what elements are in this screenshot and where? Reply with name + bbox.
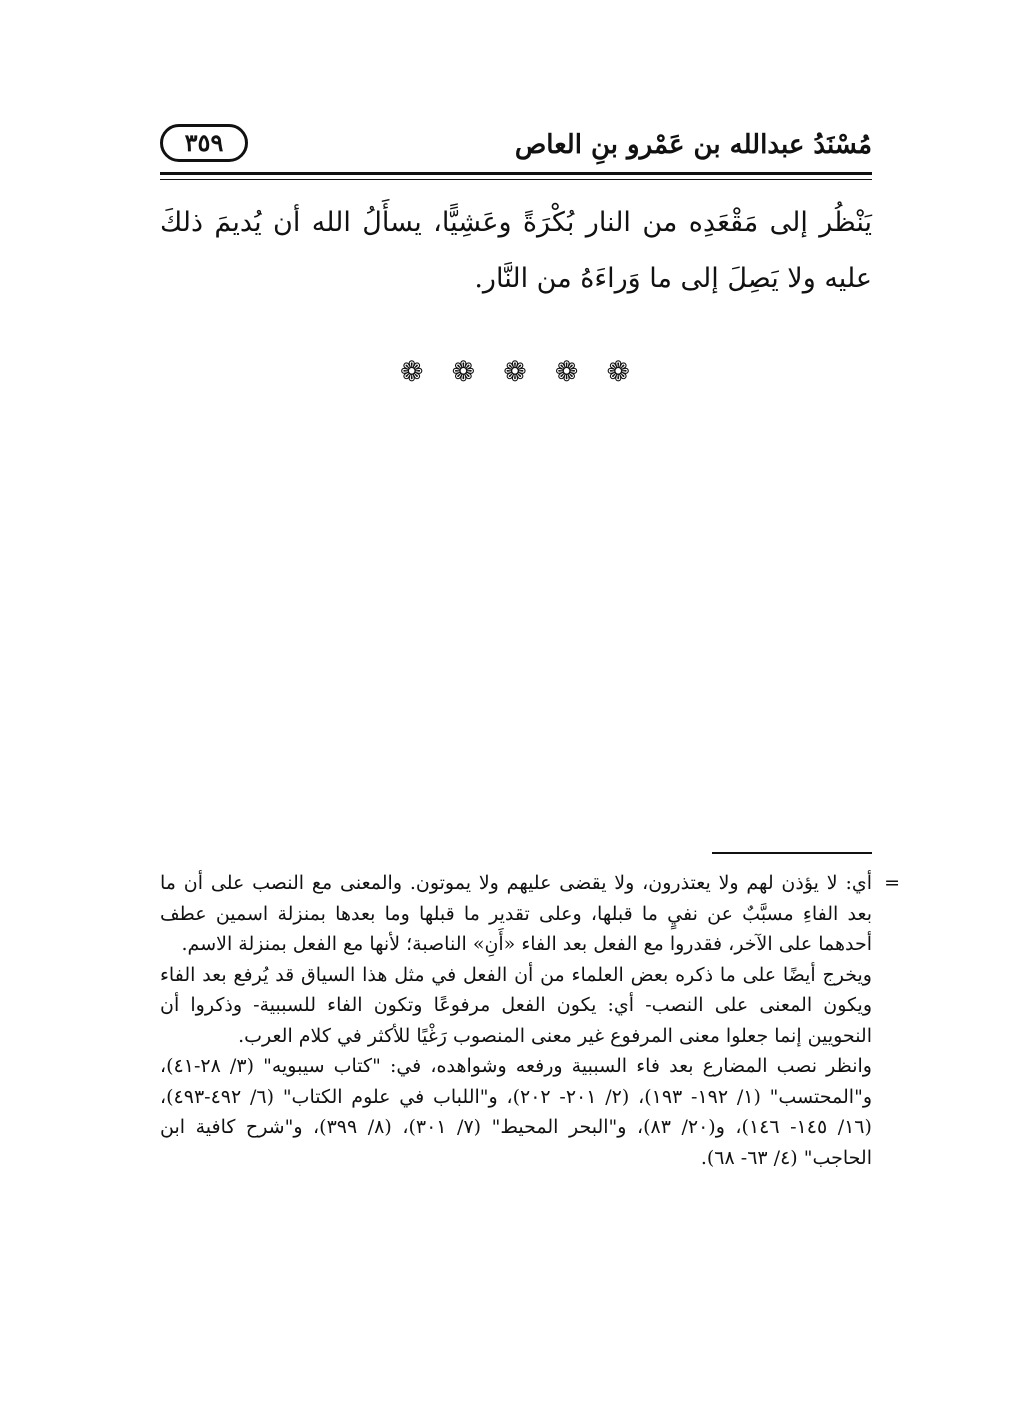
ornament-icon: ❁ (451, 355, 476, 388)
footnote-continued (160, 868, 900, 960)
header-rule-thin (160, 179, 872, 180)
footnote-paragraph: أي: لا يؤذن لهم ولا يعتذرون، ولا يقضى عليهم ولا يموتون. والمعنى مع النصب على أن ما بعد الفاءِ مسبَّبٌ عن نفيٍ ما قبلها، وعلى تقدير ما قبلها وما بعدها بمنزلة اسمين عطف أحدهما على الآخر، فقدروا مع الفعل بعد الفاء «أَنِ» الناصبة؛ لأنها مع الفعل بمنزلة الاسم. (160, 872, 872, 955)
footnote-separator (712, 852, 872, 854)
footnotes (160, 868, 900, 1173)
ornament-icon: ❁ (503, 355, 527, 388)
ornament-icon: ❁ (606, 355, 630, 388)
page-header (160, 120, 872, 170)
main-text (160, 195, 872, 307)
page-number-badge: ٣٥٩ (160, 124, 248, 162)
continuation-mark: = (884, 872, 900, 894)
header-rule-thick (160, 172, 872, 175)
running-title: مُسْنَدُ عبدالله بن عَمْرو بنِ العاص (514, 130, 872, 160)
section-divider-ornaments (400, 352, 630, 392)
ornament-icon: ❁ (554, 355, 579, 388)
footnote-paragraph: وانظر نصب المضارع بعد فاء السببية ورفعه وشواهده، في: "كتاب سيبويه" (٣/ ٢٨-٤١)، و"المحتسب" (١/ ١٩٢- ١٩٣)، (٢/ ٢٠١- ٢٠٢)، و"اللباب في علوم الكتاب" (٦/ ٤٩٢-٤٩٣)، (١٦/ ١٤٥- ١٤٦)، و(٢٠/ ٨٣)، و"البحر المحيط" (٧/ ٣٠١)، (٨/ ٣٩٩)، و"شرح كافية ابن الحاجب" (٤/ ٦٣- ٦٨). (160, 1055, 872, 1169)
main-paragraph: يَنْظُر إلى مَقْعَدِه من النار بُكْرَةً وعَشِيًّا، يسأَلُ الله أن يُديمَ ذلكَ عليه ولا يَصِلَ إلى ما وَراءَهُ من النَّار. (160, 207, 872, 294)
footnote-paragraph: ويخرج أيضًا على ما ذكره بعض العلماء من أن الفعل في مثل هذا السياق قد يُرفع بعد الفاء ويكون المعنى على النصب- أي: يكون الفعل مرفوعًا وتكون الفاء للسببية- وذكروا أن النحويين إنما جعلوا معنى المرفوع غير معنى المنصوب رَغْيًا للأكثر في كلام العرب. (160, 963, 872, 1047)
ornament-icon: ❁ (400, 355, 424, 388)
